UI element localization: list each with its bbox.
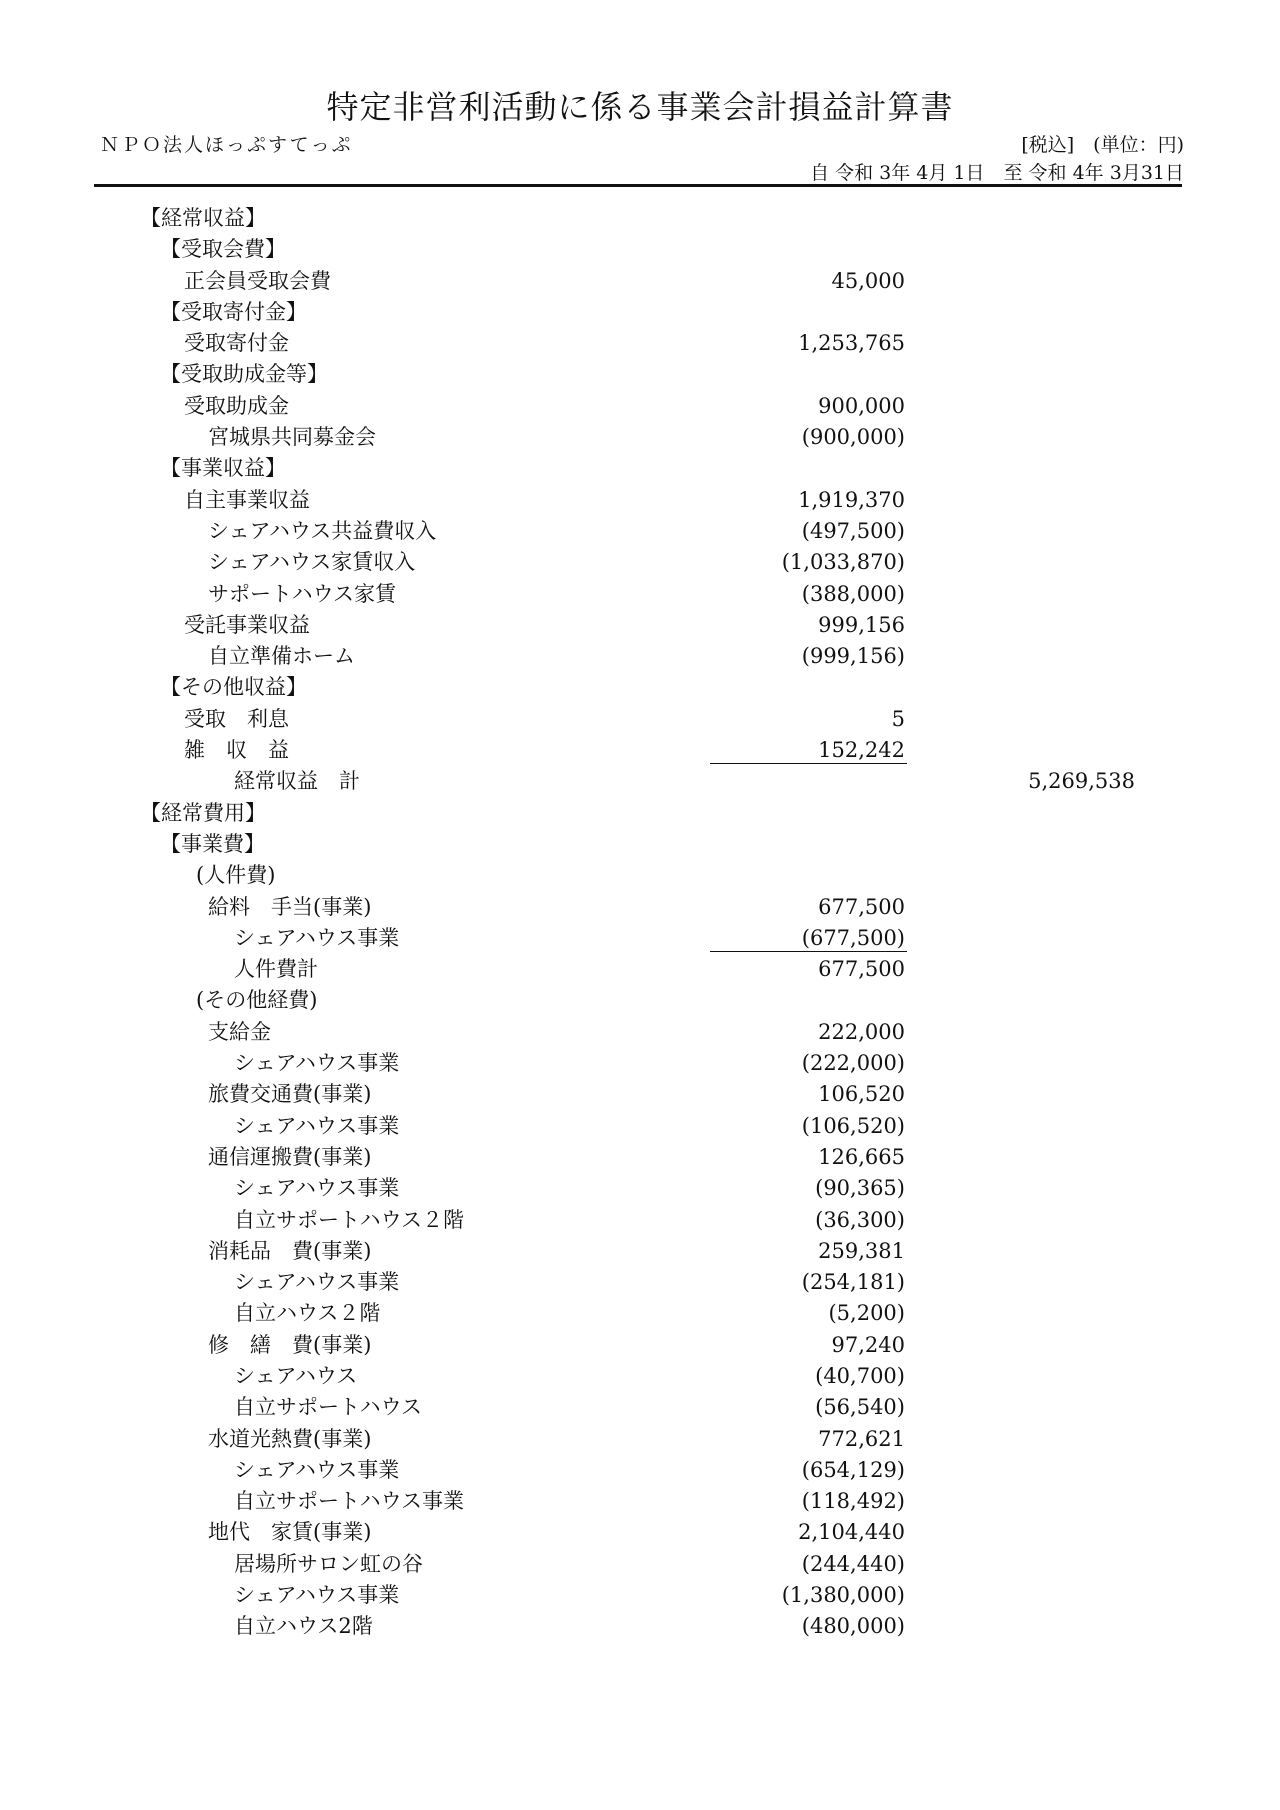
breakdown-row — [0, 422, 1280, 453]
row-amount: (654,129) — [801, 1457, 905, 1482]
account-row — [0, 391, 1280, 422]
row-amount: (480,000) — [801, 1614, 905, 1639]
row-amount: 2,104,440 — [798, 1520, 905, 1545]
row-label: 【経常収益】 — [140, 206, 266, 230]
row-amount: 126,665 — [818, 1144, 905, 1169]
row-amount: 45,000 — [831, 268, 905, 293]
row-amount: 97,240 — [831, 1332, 905, 1357]
breakdown-row — [0, 1173, 1280, 1204]
account-row — [0, 1236, 1280, 1267]
account-row — [0, 610, 1280, 641]
row-total: 5,269,538 — [1028, 769, 1135, 794]
account-row — [0, 328, 1280, 359]
category-header — [0, 359, 1280, 390]
breakdown-row — [0, 1549, 1280, 1580]
subtotal-underline — [710, 763, 907, 764]
group-header — [0, 985, 1280, 1016]
row-amount: 152,242 — [818, 738, 905, 763]
row-label: シェアハウス事業 — [234, 1583, 400, 1608]
breakdown-row — [0, 516, 1280, 547]
group-header — [0, 860, 1280, 891]
row-label: 支給金 — [208, 1019, 271, 1044]
breakdown-row — [0, 1580, 1280, 1611]
row-label: 受取助成金 — [184, 393, 289, 418]
breakdown-row — [0, 1392, 1280, 1423]
row-label: シェアハウス — [234, 1363, 358, 1388]
row-label: シェアハウス事業 — [234, 925, 400, 950]
account-row — [0, 1079, 1280, 1110]
category-header — [0, 672, 1280, 703]
row-label: シェアハウス事業 — [234, 1270, 400, 1295]
account-row — [0, 1517, 1280, 1548]
subtotal-underline — [710, 951, 907, 952]
breakdown-row — [0, 1298, 1280, 1329]
row-label: シェアハウス事業 — [234, 1113, 400, 1138]
row-label: 通信運搬費(事業) — [208, 1144, 372, 1169]
row-label: 自立サポートハウス — [234, 1395, 422, 1420]
row-label: 旅費交通費(事業) — [208, 1082, 372, 1107]
account-row — [0, 704, 1280, 735]
breakdown-row — [0, 579, 1280, 610]
row-amount: (56,540) — [815, 1395, 905, 1420]
row-amount: 999,156 — [818, 612, 905, 637]
row-label: 【受取寄付金】 — [160, 299, 307, 324]
row-label: 消耗品 費(事業) — [208, 1238, 372, 1263]
row-label: 受託事業収益 — [184, 612, 310, 637]
row-label: (人件費) — [196, 863, 276, 888]
row-amount: (106,520) — [801, 1113, 905, 1138]
tax-unit-note: [税込] (単位：円) — [1021, 134, 1184, 156]
row-label: 自立ハウス2階 — [234, 1614, 373, 1639]
breakdown-row — [0, 1611, 1280, 1642]
breakdown-row — [0, 1361, 1280, 1392]
row-label: 正会員受取会費 — [184, 268, 331, 293]
row-label: シェアハウス事業 — [234, 1176, 400, 1201]
subtotal-row — [0, 954, 1280, 985]
breakdown-row — [0, 641, 1280, 672]
organization-name: ＮＰＯ法人ほっぷすてっぷ — [100, 134, 353, 156]
row-label: シェアハウス事業 — [234, 1457, 400, 1482]
breakdown-row — [0, 547, 1280, 578]
row-label: 【事業費】 — [160, 831, 265, 856]
row-amount: (40,700) — [815, 1363, 905, 1388]
row-amount: (118,492) — [801, 1489, 905, 1514]
row-label: (その他経費) — [196, 988, 318, 1013]
row-label: サポートハウス家賃 — [208, 581, 396, 606]
row-amount: 106,520 — [818, 1082, 905, 1107]
row-label: 修 繕 費(事業) — [208, 1332, 372, 1357]
row-amount: 1,253,765 — [798, 331, 905, 356]
row-amount: (90,365) — [815, 1176, 905, 1201]
row-amount: 259,381 — [818, 1238, 905, 1263]
row-label: 受取 利息 — [184, 706, 289, 731]
breakdown-row — [0, 923, 1280, 954]
statement-body — [0, 203, 1280, 1643]
row-amount: 900,000 — [818, 393, 905, 418]
breakdown-row — [0, 1111, 1280, 1142]
row-amount: (1,033,870) — [781, 550, 905, 575]
account-row — [0, 1142, 1280, 1173]
row-label: 【事業収益】 — [160, 456, 286, 481]
account-row — [0, 892, 1280, 923]
row-label: 自立サポートハウス２階 — [234, 1207, 464, 1232]
row-amount: 1,919,370 — [798, 487, 905, 512]
row-label: 給料 手当(事業) — [208, 894, 372, 919]
category-header — [0, 234, 1280, 265]
fiscal-period: 自 令和 3年 4月 1日 至 令和 4年 3月31日 — [810, 162, 1184, 184]
breakdown-row — [0, 1048, 1280, 1079]
account-row — [0, 735, 1280, 766]
row-label: シェアハウス家賃収入 — [208, 550, 416, 575]
category-header — [0, 829, 1280, 860]
row-amount: 677,500 — [818, 894, 905, 919]
row-label: 【受取助成金等】 — [160, 362, 328, 387]
row-label: 経常収益 計 — [234, 769, 360, 794]
row-amount: 222,000 — [818, 1019, 905, 1044]
header-rule — [94, 184, 1182, 187]
row-label: 自立準備ホーム — [208, 644, 355, 669]
statement-title: 特定非営利活動に係る事業会計損益計算書 — [326, 88, 954, 126]
row-label: 【受取会費】 — [160, 237, 286, 262]
row-amount: (999,156) — [801, 644, 905, 669]
row-amount: (497,500) — [801, 518, 905, 543]
row-amount: (900,000) — [801, 425, 905, 450]
row-amount: (244,440) — [801, 1551, 905, 1576]
row-label: 自主事業収益 — [184, 487, 310, 512]
breakdown-row — [0, 1455, 1280, 1486]
row-amount: 5 — [891, 706, 905, 731]
row-label: 受取寄付金 — [184, 331, 289, 356]
row-label: 【経常費用】 — [140, 800, 266, 825]
row-label: 地代 家賃(事業) — [208, 1520, 372, 1545]
row-amount: (36,300) — [815, 1207, 905, 1232]
account-row — [0, 1330, 1280, 1361]
row-amount: 772,621 — [818, 1426, 905, 1451]
section-header — [0, 798, 1280, 829]
breakdown-row — [0, 1486, 1280, 1517]
account-row — [0, 1424, 1280, 1455]
row-amount: (222,000) — [801, 1051, 905, 1076]
category-header — [0, 297, 1280, 328]
account-row — [0, 485, 1280, 516]
breakdown-row — [0, 1267, 1280, 1298]
row-label: 居場所サロン虹の谷 — [234, 1551, 423, 1576]
row-label: 【その他収益】 — [160, 675, 307, 700]
account-row — [0, 266, 1280, 297]
row-label: 自立ハウス２階 — [234, 1301, 381, 1326]
row-label: 水道光熱費(事業) — [208, 1426, 372, 1451]
row-label: 雑 収 益 — [184, 738, 289, 763]
row-label: 宮城県共同募金会 — [208, 425, 376, 450]
total-row — [0, 766, 1280, 797]
row-amount: (1,380,000) — [781, 1583, 905, 1608]
section-header — [0, 203, 1280, 234]
row-amount: (677,500) — [801, 925, 905, 950]
account-row — [0, 1017, 1280, 1048]
row-amount: (5,200) — [828, 1301, 905, 1326]
row-label: 自立サポートハウス事業 — [234, 1489, 464, 1514]
row-label: シェアハウス事業 — [234, 1051, 400, 1076]
row-label: 人件費計 — [234, 957, 318, 982]
breakdown-row — [0, 1205, 1280, 1236]
row-amount: 677,500 — [818, 957, 905, 982]
row-amount: (388,000) — [801, 581, 905, 606]
category-header — [0, 453, 1280, 484]
row-amount: (254,181) — [801, 1270, 905, 1295]
row-label: シェアハウス共益費収入 — [208, 518, 437, 543]
